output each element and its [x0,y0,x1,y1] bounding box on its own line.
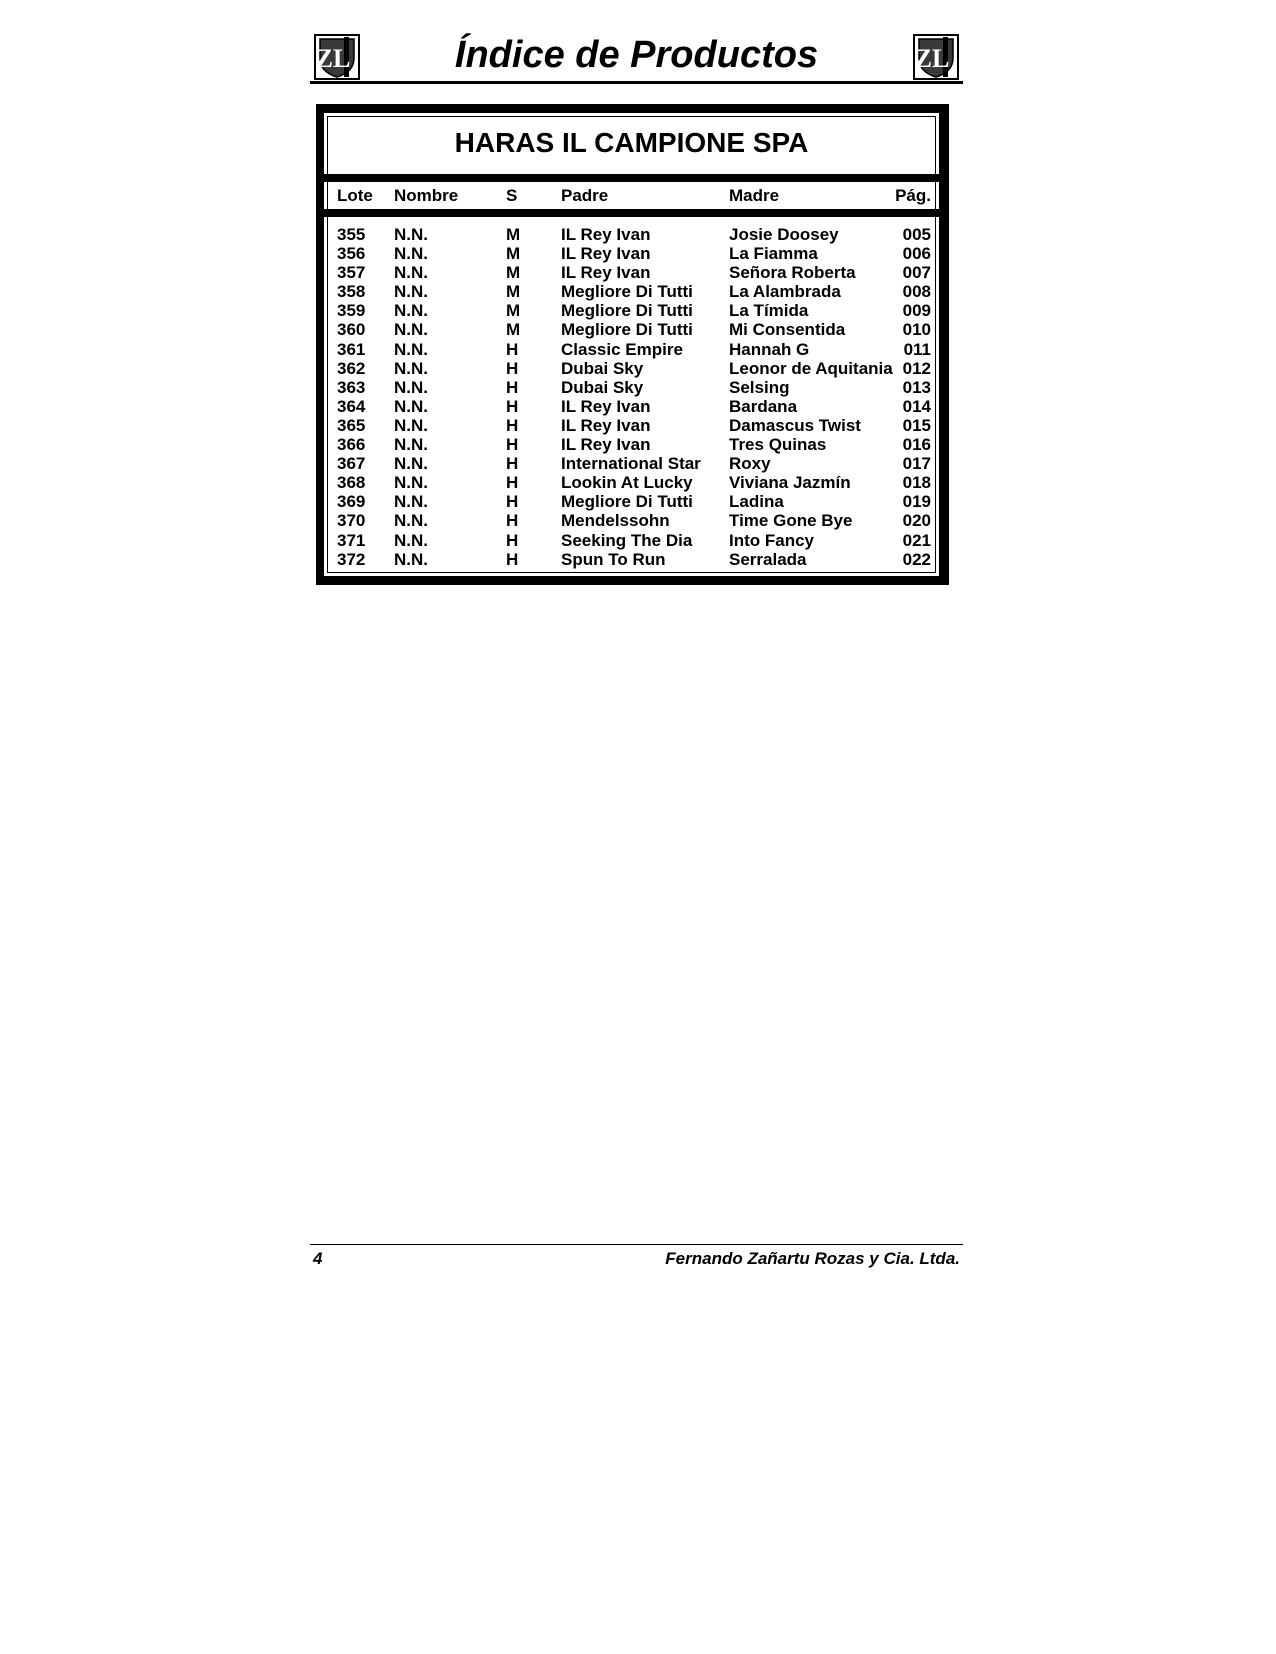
cell-lote: 361 [337,339,366,359]
breeder-name: HARAS IL CAMPIONE SPA [454,127,809,158]
cell-lote: 367 [337,454,366,474]
cell-nombre: N.N. [394,225,428,244]
cell-lote: 369 [337,492,366,512]
cell-s: H [506,454,519,474]
cell-pag: 010 [902,320,931,340]
cell-padre: Megliore Di Tutti [561,282,693,302]
cell-madre: Viviana Jazmín [729,473,851,493]
cell-padre: IL Rey Ivan [561,263,651,283]
table-row [324,473,939,492]
header-rule [310,81,963,84]
cell-padre: Classic Empire [561,339,683,359]
cell-padre: Megliore Di Tutti [561,320,693,340]
table-row [324,225,939,244]
cell-lote: 365 [337,415,366,435]
cell-nombre: N.N. [394,301,428,321]
cell-pag: 006 [902,244,931,264]
table-row [324,416,939,435]
page-number: 4 [313,1249,323,1268]
cell-madre: Time Gone Bye [729,511,853,531]
cell-madre: Selsing [729,377,790,397]
cell-lote: 364 [337,396,366,416]
cell-padre: IL Rey Ivan [561,244,651,264]
cell-lote: 371 [337,530,366,550]
cell-padre: Megliore Di Tutti [561,301,693,321]
cell-padre: Seeking The Dia [561,530,693,550]
table-row [324,550,939,569]
cell-nombre: N.N. [394,473,428,493]
table-row [324,454,939,473]
table-row [324,244,939,263]
cell-nombre: N.N. [394,530,428,550]
cell-nombre: N.N. [394,415,428,435]
cell-nombre: N.N. [394,282,428,302]
cell-nombre: N.N. [394,263,428,283]
cell-s: H [506,339,519,359]
cell-lote: 362 [337,358,366,378]
cell-s: H [506,492,519,512]
table-body [324,225,939,569]
cell-madre: La Alambrada [729,282,841,302]
cell-pag: 013 [902,377,931,397]
cell-padre: International Star [561,454,701,474]
cell-padre: Mendelssohn [561,511,670,531]
cell-padre: IL Rey Ivan [561,415,651,435]
cell-pag: 008 [902,282,931,302]
cell-padre: Dubai Sky [561,358,644,378]
column-header-nombre: Nombre [394,186,459,205]
cell-nombre: N.N. [394,339,428,359]
cell-padre: Megliore Di Tutti [561,492,693,512]
table-row [324,359,939,378]
cell-madre: Into Fancy [729,530,815,550]
cell-lote: 357 [337,263,366,283]
cell-nombre: N.N. [394,435,428,455]
cell-lote: 356 [337,244,366,264]
svg-text:ZL: ZL [315,44,351,73]
column-header-padre: Padre [561,186,609,205]
table-header-row [324,185,939,207]
cell-s: M [506,225,521,244]
cell-s: H [506,549,519,569]
cell-madre: La Fiamma [729,244,818,264]
cell-nombre: N.N. [394,549,428,569]
cell-pag: 009 [902,301,931,321]
table-row [324,263,939,282]
cell-s: M [506,301,521,321]
cell-pag: 022 [902,549,931,569]
table-row [324,301,939,320]
table-row [324,511,939,530]
table-row [324,282,939,301]
cell-s: M [506,282,521,302]
cell-nombre: N.N. [394,492,428,512]
cell-padre: Dubai Sky [561,377,644,397]
cell-madre: La Tímida [729,301,809,321]
table-row [324,378,939,397]
cell-madre: Serralada [729,549,807,569]
cell-s: H [506,435,519,455]
column-header-madre: Madre [729,186,780,205]
cell-lote: 359 [337,301,366,321]
page-title: Índice de Productos [454,34,819,76]
cell-lote: 368 [337,473,366,493]
cell-pag: 005 [902,225,931,244]
table-row [324,531,939,550]
cell-nombre: N.N. [394,320,428,340]
cell-madre: Josie Doosey [729,225,839,244]
cell-nombre: N.N. [394,377,428,397]
table-row [324,435,939,454]
page-header [310,30,963,84]
cell-pag: 007 [902,263,931,283]
cell-s: H [506,473,519,493]
cell-lote: 358 [337,282,366,302]
cell-s: H [506,530,519,550]
column-header-lote: Lote [337,186,373,205]
cell-pag: 021 [902,530,931,550]
cell-pag: 016 [902,435,931,455]
cell-s: M [506,244,521,264]
cell-madre: Ladina [729,492,784,512]
cell-s: M [506,263,521,283]
cell-nombre: N.N. [394,511,428,531]
cell-pag: 019 [902,492,931,512]
cell-madre: Mi Consentida [729,320,846,340]
table-row [324,340,939,359]
footer-company: Fernando Zañartu Rozas y Cia. Ltda. [665,1249,960,1268]
cell-padre: Spun To Run [561,549,666,569]
cell-pag: 020 [902,511,931,531]
cell-lote: 370 [337,511,366,531]
table-row [324,320,939,339]
cell-madre: Bardana [729,396,798,416]
cell-nombre: N.N. [394,396,428,416]
table-row [324,397,939,416]
cell-s: H [506,511,519,531]
cell-padre: IL Rey Ivan [561,396,651,416]
cell-pag: 014 [902,396,931,416]
divider-bar [324,209,939,217]
cell-padre: IL Rey Ivan [561,435,651,455]
product-index-box [316,104,949,585]
cell-nombre: N.N. [394,244,428,264]
zl-shield-logo-icon [913,34,959,80]
cell-madre: Señora Roberta [729,263,856,283]
cell-lote: 355 [337,225,366,244]
cell-madre: Hannah G [729,339,810,359]
column-header-s: S [506,186,518,205]
cell-lote: 363 [337,377,366,397]
cell-madre: Tres Quinas [729,435,827,455]
cell-pag: 017 [902,454,931,474]
cell-nombre: N.N. [394,358,428,378]
svg-text:ZL: ZL [914,44,950,73]
cell-lote: 360 [337,320,366,340]
cell-s: H [506,358,519,378]
table-row [324,492,939,511]
cell-madre: Leonor de Aquitania [729,358,893,378]
cell-padre: Lookin At Lucky [561,473,693,493]
cell-madre: Damascus Twist [729,415,861,435]
cell-pag: 011 [903,339,931,359]
cell-pag: 012 [902,358,931,378]
divider-bar [324,174,939,182]
cell-madre: Roxy [729,454,771,474]
cell-s: H [506,415,519,435]
cell-s: M [506,320,521,340]
cell-padre: IL Rey Ivan [561,225,651,244]
cell-pag: 015 [902,415,931,435]
cell-s: H [506,396,519,416]
cell-s: H [506,377,519,397]
page-footer [310,1244,963,1274]
column-header-pag: Pág. [895,186,931,205]
cell-nombre: N.N. [394,454,428,474]
cell-lote: 372 [337,549,366,569]
cell-lote: 366 [337,435,366,455]
cell-pag: 018 [902,473,931,493]
footer-rule [310,1244,963,1245]
